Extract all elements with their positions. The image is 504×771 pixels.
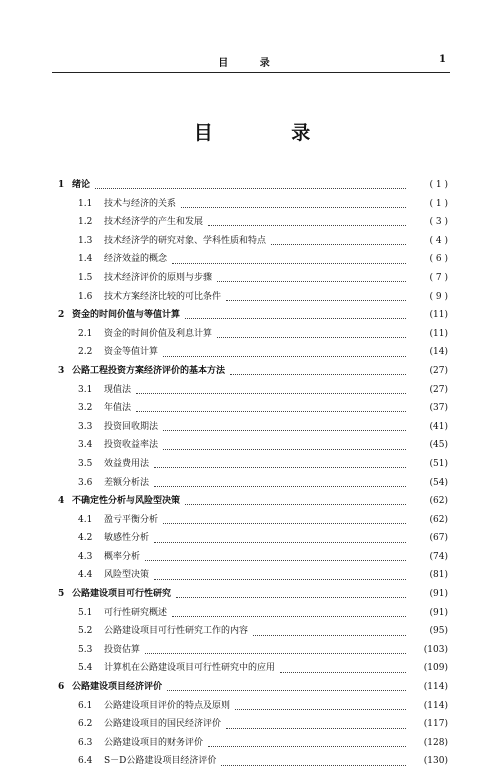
toc-entry-page: (62) [429, 496, 448, 507]
toc-entry-title: 技术经济评价的原则与步骤 [104, 272, 213, 283]
dot-leader [217, 280, 406, 282]
toc-section-entry [58, 734, 448, 753]
toc-section-entry [58, 250, 448, 269]
toc-entry-page: (128) [423, 737, 448, 748]
toc-section-entry [58, 604, 448, 623]
toc-entry-title: 公路建设项目可行性研究 [72, 589, 172, 600]
toc-entry-number: 4 [58, 496, 65, 507]
toc-entry-title: 敏感性分析 [104, 533, 150, 544]
toc-entry-page: (37) [429, 403, 448, 414]
toc-entry-title: 投资收益率法 [104, 440, 159, 451]
toc-entry-title: 公路建设项目评价的特点及原则 [104, 700, 231, 711]
toc-section-entry [58, 622, 448, 641]
toc-entry-page: ( 1 ) [429, 198, 448, 209]
toc-entry-page: (11) [429, 328, 448, 339]
toc-entry-number: 5.1 [78, 607, 93, 618]
toc-entry-number: 3.3 [78, 421, 93, 432]
toc-section-entry [58, 325, 448, 344]
toc-section-entry [58, 213, 448, 232]
toc-entry-number: 2.2 [78, 347, 93, 358]
toc-section-entry [58, 641, 448, 660]
toc-entry-page: ( 4 ) [429, 235, 448, 246]
dot-leader [185, 503, 406, 505]
dot-leader [154, 466, 406, 468]
toc-entry-number: 1 [58, 180, 65, 190]
toc-entry-page: ( 6 ) [429, 254, 448, 265]
toc-entry-page: ( 7 ) [429, 272, 448, 283]
dot-leader [172, 615, 406, 617]
toc-section-entry [58, 288, 448, 307]
toc-entry-page: (27) [429, 365, 448, 376]
dot-leader [154, 578, 406, 580]
toc-entry-title: 技术经济学的产生和发展 [104, 217, 204, 228]
toc-entry-number: 6.4 [78, 756, 93, 767]
toc-entry-number: 6.3 [78, 737, 93, 748]
toc-entry-number: 1.2 [78, 217, 93, 228]
toc-entry-number: 6.1 [78, 700, 93, 711]
toc-entry-number: 2.1 [78, 328, 93, 339]
dot-leader [136, 392, 406, 394]
toc-entry-page: (27) [429, 384, 448, 395]
toc-entry-number: 6.2 [78, 719, 93, 730]
toc-entry-page: (74) [429, 551, 448, 562]
dot-leader [253, 634, 406, 636]
dot-leader [271, 243, 406, 245]
toc-entry-number: 5.2 [78, 626, 93, 637]
toc-section-entry [58, 529, 448, 548]
toc-section-entry [58, 195, 448, 214]
toc-entry-title: 资金的时间价值与等值计算 [72, 310, 181, 321]
toc-entry-title: 资金的时间价值及利息计算 [104, 328, 213, 339]
toc-entry-page: (91) [429, 607, 448, 618]
toc-entry-number: 5.4 [78, 663, 93, 674]
toc-entry-title: 绪论 [72, 180, 91, 190]
toc-entry-page: (11) [429, 310, 448, 321]
toc-entry-title: 投资估算 [104, 644, 141, 655]
toc-section-entry [58, 511, 448, 530]
running-header-title: 目 录 [218, 58, 284, 69]
toc-entry-title: 概率分析 [104, 551, 141, 562]
toc-section-entry [58, 715, 448, 734]
toc-chapter-entry [58, 362, 448, 381]
dot-leader [176, 596, 406, 598]
toc-entry-number: 1.6 [78, 291, 93, 302]
dot-leader [221, 764, 406, 766]
toc-entry-number: 1.5 [78, 272, 93, 283]
dot-leader [226, 727, 406, 729]
dot-leader [217, 336, 406, 338]
toc-entry-title: 风险型决策 [104, 570, 150, 581]
toc-entry-title: 公路建设项目可行性研究工作的内容 [104, 626, 249, 637]
toc-entry-page: ( 1 ) [429, 180, 448, 190]
toc-section-entry [58, 418, 448, 437]
toc-entry-number: 4.3 [78, 551, 93, 562]
toc-entry-number: 1.3 [78, 235, 93, 246]
page-title: 目 录 [193, 122, 347, 144]
toc-entry-title: 技术与经济的关系 [104, 198, 177, 209]
toc-section-entry [58, 659, 448, 678]
toc-section-entry [58, 343, 448, 362]
dot-leader [167, 689, 406, 691]
toc-entry-page: (103) [423, 644, 448, 655]
toc-section-entry [58, 474, 448, 493]
dot-leader [95, 187, 406, 189]
toc-chapter-entry [58, 678, 448, 697]
toc-entry-number: 3.2 [78, 403, 93, 414]
running-header [52, 54, 450, 73]
toc-entry-title: 差额分析法 [104, 477, 150, 488]
toc-entry-number: 4.4 [78, 570, 93, 581]
toc-entry-title: 年值法 [104, 403, 132, 414]
toc-section-entry [58, 232, 448, 251]
toc-entry-title: 公路工程投资方案经济评价的基本方法 [72, 365, 226, 376]
toc-entry-page: (62) [429, 514, 448, 525]
dot-leader [172, 262, 406, 264]
dot-leader [235, 708, 406, 710]
toc-entry-title: S－D公路建设项目经济评价 [104, 756, 217, 767]
toc-section-entry [58, 399, 448, 418]
dot-leader [163, 429, 406, 431]
toc-entry-title: 公路建设项目经济评价 [72, 682, 163, 693]
toc-entry-number: 6 [58, 682, 65, 693]
dot-leader [136, 410, 406, 412]
toc-entry-title: 现值法 [104, 384, 132, 395]
toc-entry-number: 2 [58, 310, 65, 321]
toc-entry-number: 3.4 [78, 440, 93, 451]
toc-section-entry [58, 566, 448, 585]
dot-leader [185, 317, 406, 319]
dot-leader [181, 206, 406, 208]
dot-leader [154, 485, 406, 487]
toc-entry-page: ( 9 ) [429, 291, 448, 302]
toc-entry-number: 3.1 [78, 384, 93, 395]
dot-leader [145, 559, 406, 561]
toc-entry-page: (51) [429, 458, 448, 469]
toc-entry-title: 经济效益的概念 [104, 254, 168, 265]
toc-chapter-entry [58, 176, 448, 195]
toc-entry-page: (114) [423, 682, 448, 693]
toc-section-entry [58, 436, 448, 455]
toc-entry-page: (117) [423, 719, 448, 730]
toc-entry-title: 技术经济学的研究对象、学科性质和特点 [104, 235, 267, 246]
dot-leader [230, 373, 406, 375]
dot-leader [163, 355, 406, 357]
dot-leader [163, 448, 406, 450]
toc-entry-number: 5.3 [78, 644, 93, 655]
toc-entry-page: (54) [429, 477, 448, 488]
dot-leader [163, 522, 406, 524]
dot-leader [208, 745, 406, 747]
toc-entry-number: 4.1 [78, 514, 93, 525]
toc-entry-number: 3.6 [78, 477, 93, 488]
toc-chapter-entry [58, 492, 448, 511]
dot-leader [145, 652, 406, 654]
toc-entry-title: 可行性研究概述 [104, 607, 168, 618]
toc-entry-page: (91) [429, 589, 448, 600]
toc-chapter-entry [58, 585, 448, 604]
toc-entry-title: 投资回收期法 [104, 421, 159, 432]
dot-leader [226, 299, 406, 301]
page-number: 1 [439, 54, 446, 65]
toc-entry-number: 3 [58, 365, 65, 376]
toc-entry-title: 不确定性分析与风险型决策 [72, 496, 181, 507]
toc-entry-page: (95) [429, 626, 448, 637]
toc-chapter-entry [58, 306, 448, 325]
dot-leader [280, 671, 406, 673]
toc-entry-page: (81) [429, 570, 448, 581]
toc-entry-number: 5 [58, 589, 65, 600]
toc-entry-page: (109) [423, 663, 448, 674]
toc-section-entry [58, 697, 448, 716]
toc-entry-title: 盈亏平衡分析 [104, 514, 159, 525]
toc-entry-page: ( 3 ) [429, 217, 448, 228]
toc-entry-title: 公路建设项目的财务评价 [104, 737, 204, 748]
dot-leader [208, 224, 406, 226]
toc-entry-number: 3.5 [78, 458, 93, 469]
table-of-contents [58, 176, 448, 771]
toc-section-entry [58, 752, 448, 771]
toc-section-entry [58, 269, 448, 288]
toc-section-entry [58, 548, 448, 567]
toc-entry-page: (114) [423, 700, 448, 711]
toc-entry-page: (41) [429, 421, 448, 432]
toc-entry-page: (67) [429, 533, 448, 544]
toc-entry-title: 计算机在公路建设项目可行性研究中的应用 [104, 663, 276, 674]
toc-entry-title: 效益费用法 [104, 458, 150, 469]
toc-entry-title: 公路建设项目的国民经济评价 [104, 719, 222, 730]
toc-entry-page: (130) [423, 756, 448, 767]
toc-entry-title: 资金等值计算 [104, 347, 159, 358]
toc-entry-number: 4.2 [78, 533, 93, 544]
toc-section-entry [58, 455, 448, 474]
toc-section-entry [58, 381, 448, 400]
toc-entry-number: 1.1 [78, 198, 93, 209]
toc-entry-page: (14) [429, 347, 448, 358]
toc-entry-title: 技术方案经济比较的可比条件 [104, 291, 222, 302]
toc-entry-page: (45) [429, 440, 448, 451]
toc-entry-number: 1.4 [78, 254, 93, 265]
dot-leader [154, 541, 406, 543]
